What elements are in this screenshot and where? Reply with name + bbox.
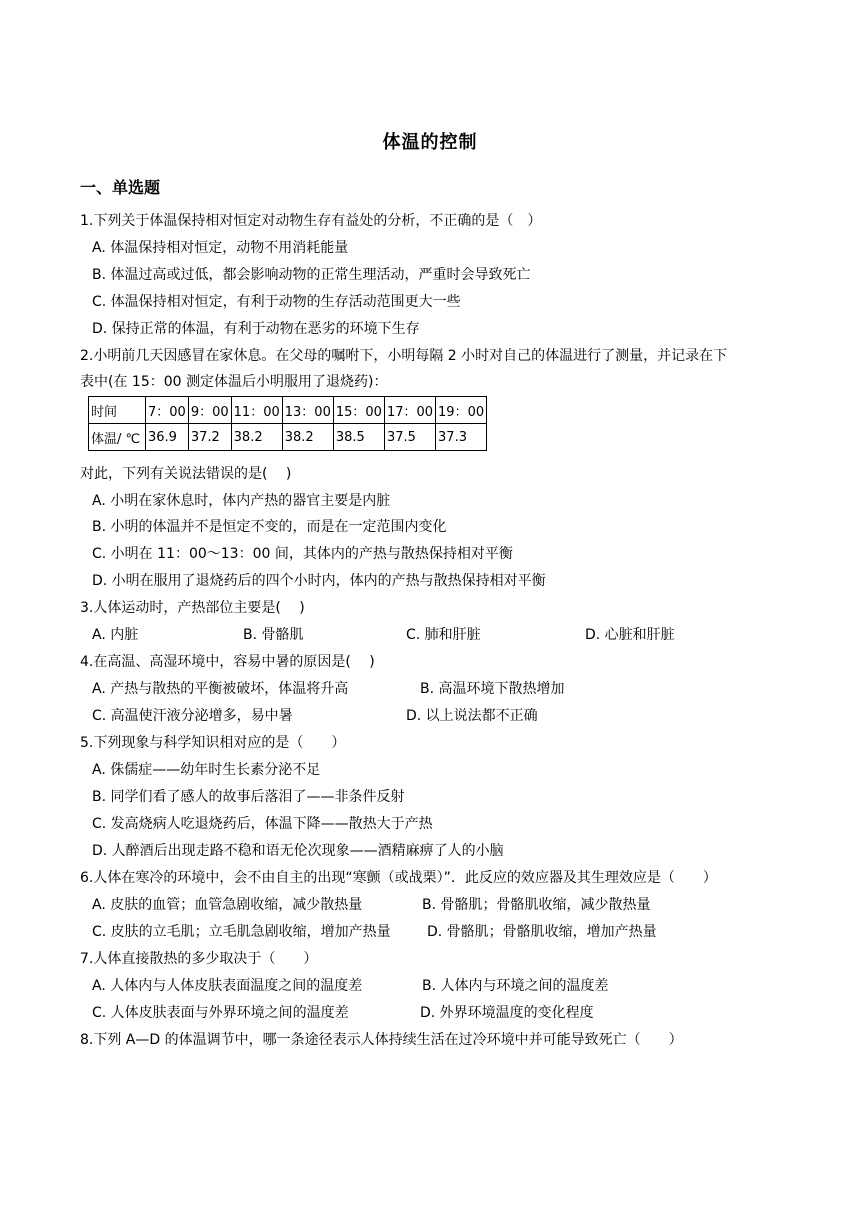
table-row bbox=[89, 397, 487, 424]
q2-option-a: A. 小明在家休息时，体内产热的器官主要是内脏 bbox=[92, 493, 391, 509]
q5-option-a: A. 侏儒症——幼年时生长素分泌不足 bbox=[92, 762, 321, 778]
question-8-stem: 8.下列 A—D 的体温调节中，哪一条途径表示人体持续生活在过冷环境中并可能导致死亡（ ） bbox=[80, 1032, 683, 1048]
temperature-table bbox=[88, 396, 487, 451]
table-cell: 38.2 bbox=[231, 424, 282, 451]
q3-option-b: B. 骨骼肌 bbox=[243, 627, 304, 643]
table-cell: 36.9 bbox=[146, 424, 189, 451]
page-title: 体温的控制 bbox=[382, 132, 478, 153]
q3-option-d: D. 心脏和肝脏 bbox=[585, 627, 675, 643]
q1-option-b: B. 体温过高或过低，都会影响动物的正常生理活动，严重时会导致死亡 bbox=[92, 267, 531, 283]
q6-option-d: D. 骨骼肌；骨骼肌收缩，增加产热量 bbox=[427, 924, 657, 940]
q1-option-a: A. 体温保持相对恒定，动物不用消耗能量 bbox=[92, 240, 349, 256]
q6-option-c: C. 皮肤的立毛肌；立毛肌急剧收缩，增加产热量 bbox=[92, 924, 391, 940]
section-heading: 一、单选题 bbox=[80, 178, 161, 197]
table-cell: 时间 bbox=[89, 397, 146, 424]
question-7-stem: 7.人体直接散热的多少取决于（ ） bbox=[80, 951, 318, 967]
question-6-stem: 6.人体在寒冷的环境中，会不由自主的出现“寒颤（或战栗）”．此反应的效应器及其生理效应是（ ） bbox=[80, 870, 717, 886]
table-cell: 9：00 bbox=[188, 397, 231, 424]
q7-option-d: D. 外界环境温度的变化程度 bbox=[420, 1005, 594, 1021]
q5-option-b: B. 同学们看了感人的故事后落泪了——非条件反射 bbox=[92, 789, 405, 805]
question-2-stem-tail: 对此，下列有关说法错误的是( ) bbox=[80, 466, 292, 482]
q7-option-a: A. 人体内与人体皮肤表面温度之间的温度差 bbox=[92, 978, 363, 994]
table-cell: 19：00 bbox=[436, 397, 487, 424]
question-1-stem: 1.下列关于体温保持相对恒定对动物生存有益处的分析，不正确的是（ ） bbox=[80, 213, 542, 229]
question-2-stem-cont: 表中(在 15：00 测定体温后小明服用了退烧药)： bbox=[80, 374, 388, 390]
q5-option-c: C. 发高烧病人吃退烧药后，体温下降——散热大于产热 bbox=[92, 816, 433, 832]
table-row bbox=[89, 424, 487, 451]
table-cell: 11：00 bbox=[231, 397, 282, 424]
question-5-stem: 5.下列现象与科学知识相对应的是（ ） bbox=[80, 735, 346, 751]
q4-option-d: D. 以上说法都不正确 bbox=[406, 708, 538, 724]
q2-option-d: D. 小明在服用了退烧药后的四个小时内，体内的产热与散热保持相对平衡 bbox=[92, 573, 546, 589]
table-cell: 37.2 bbox=[188, 424, 231, 451]
q5-option-d: D. 人醉酒后出现走路不稳和语无伦次现象——酒精麻痹了人的小脑 bbox=[92, 843, 504, 859]
q4-option-c: C. 高温使汗液分泌增多，易中暑 bbox=[92, 708, 293, 724]
table-cell: 17：00 bbox=[384, 397, 435, 424]
table-cell: 13：00 bbox=[282, 397, 333, 424]
table-cell: 37.5 bbox=[384, 424, 435, 451]
q3-option-c: C. 肺和肝脏 bbox=[406, 627, 481, 643]
table-cell: 38.5 bbox=[333, 424, 384, 451]
table-cell: 7：00 bbox=[146, 397, 189, 424]
q3-option-a: A. 内脏 bbox=[92, 627, 139, 643]
q1-option-d: D. 保持正常的体温，有利于动物在恶劣的环境下生存 bbox=[92, 321, 420, 337]
q4-option-a: A. 产热与散热的平衡被破坏，体温将升高 bbox=[92, 681, 349, 697]
table-cell: 15：00 bbox=[333, 397, 384, 424]
question-2-stem: 2.小明前几天因感冒在家休息。在父母的嘱咐下，小明每隔 2 小时对自己的体温进行了测量，并记录在下 bbox=[80, 348, 728, 364]
q7-option-c: C. 人体皮肤表面与外界环境之间的温度差 bbox=[92, 1005, 349, 1021]
question-4-stem: 4.在高温、高湿环境中，容易中暑的原因是( ) bbox=[80, 654, 375, 670]
q2-option-b: B. 小明的体温并不是恒定不变的，而是在一定范围内变化 bbox=[92, 519, 447, 535]
question-3-stem: 3.人体运动时，产热部位主要是( ) bbox=[80, 600, 305, 616]
table-cell: 体温/ ℃ bbox=[89, 424, 146, 451]
q1-option-c: C. 体温保持相对恒定，有利于动物的生存活动范围更大一些 bbox=[92, 294, 461, 310]
table-cell: 38.2 bbox=[282, 424, 333, 451]
q7-option-b: B. 人体内与环境之间的温度差 bbox=[422, 978, 609, 994]
q2-option-c: C. 小明在 11：00～13：00 间，其体内的产热与散热保持相对平衡 bbox=[92, 546, 513, 562]
q6-option-b: B. 骨骼肌；骨骼肌收缩，减少散热量 bbox=[422, 897, 651, 913]
table-cell: 37.3 bbox=[436, 424, 487, 451]
q6-option-a: A. 皮肤的血管；血管急剧收缩，减少散热量 bbox=[92, 897, 363, 913]
q4-option-b: B. 高温环境下散热增加 bbox=[420, 681, 565, 697]
